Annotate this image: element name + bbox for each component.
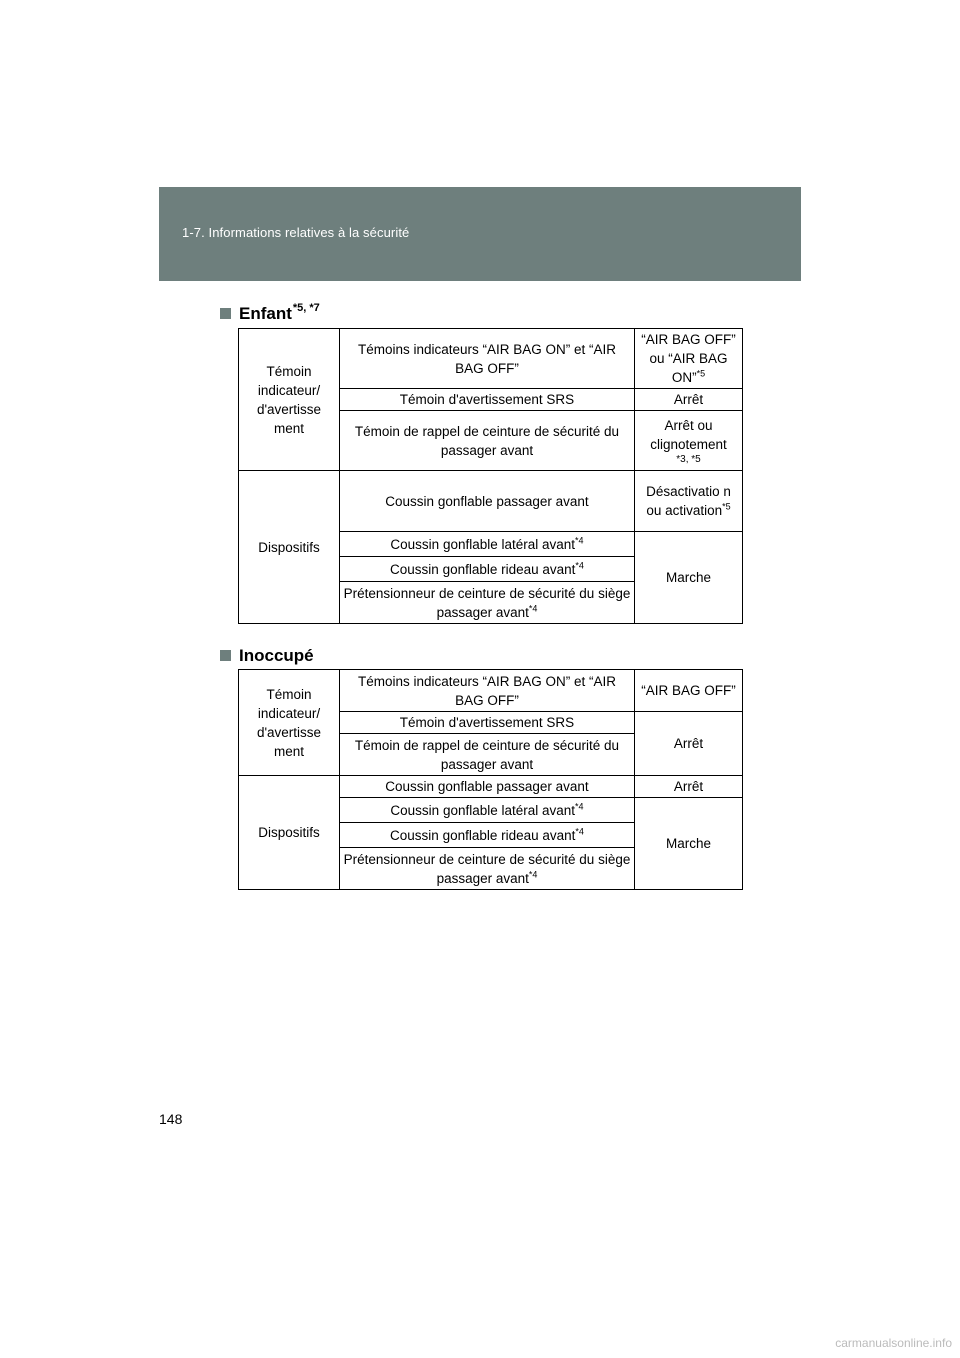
cell-airbag-status: “AIR BAG OFF” [635,670,743,712]
inoccupe-title-text: Inoccupé [239,646,314,665]
table-row [239,471,743,532]
watermark: carmanualsonline.info [835,1336,952,1350]
cell-coussin-passager: Coussin gonflable passager avant [340,776,635,798]
section-header-title: 1-7. Informations relatives à la sécurité [182,225,410,240]
cell-srs: Témoin d'avertissement SRS [340,712,635,734]
table-row [239,776,743,798]
table-row [239,329,743,389]
cell-pretensionneur: Prétensionneur de ceinture de sécurité du siège passager avant$^{*4}$ [340,848,635,890]
table-row [239,670,743,712]
label-temoin: Témoin indicateur/ d'avertisse ment [239,670,340,776]
cell-rappel-value: Arrêt ou clignotement *3, *5 [635,411,743,471]
inoccupe-table [238,669,743,890]
page-number: 148 [159,1111,183,1127]
cell-rappel-ceinture: Témoin de rappel de ceinture de sécurité du passager avant [340,411,635,471]
cell-marche: Marche [635,532,743,624]
label-temoin: Témoin indicateur/ d'avertisse ment [239,329,340,471]
cell-coussin-passager-value: Désactivatio n ou activation$^{*5}$ [635,471,743,532]
cell-coussin-passager: Coussin gonflable passager avant [340,471,635,532]
square-bullet-icon [220,308,231,319]
section-header [159,187,801,281]
cell-coussin-lateral: Coussin gonflable latéral avant$^{*4}$ [340,532,635,557]
enfant-title [220,304,320,324]
enfant-title-sup: *5, *7 [292,302,320,314]
enfant-table [238,328,743,624]
cell-marche: Marche [635,798,743,890]
label-dispositifs: Dispositifs [239,776,340,890]
cell-coussin-rideau: Coussin gonflable rideau avant$^{*4}$ [340,557,635,582]
cell-rappel-ceinture: Témoin de rappel de ceinture de sécurité du passager avant [340,734,635,776]
cell-coussin-passager-value: Arrêt [635,776,743,798]
cell-coussin-rideau: Coussin gonflable rideau avant$^{*4}$ [340,823,635,848]
square-bullet-icon [220,650,231,661]
cell-srs: Témoin d'avertissement SRS [340,389,635,411]
cell-srs-value: Arrêt [635,389,743,411]
cell-temoins-indicateurs: Témoins indicateurs “AIR BAG ON” et “AIR BAG OFF” [340,329,635,389]
label-dispositifs: Dispositifs [239,471,340,624]
inoccupe-title [220,646,314,666]
cell-arret: Arrêt [635,712,743,776]
enfant-title-text: Enfant [239,304,292,323]
cell-temoins-indicateurs: Témoins indicateurs “AIR BAG ON” et “AIR BAG OFF” [340,670,635,712]
cell-airbag-status: “AIR BAG OFF” ou “AIR BAG ON”$^{*5}$ [635,329,743,389]
cell-coussin-lateral: Coussin gonflable latéral avant$^{*4}$ [340,798,635,823]
cell-pretensionneur: Prétensionneur de ceinture de sécurité du siège passager avant$^{*4}$ [340,582,635,624]
